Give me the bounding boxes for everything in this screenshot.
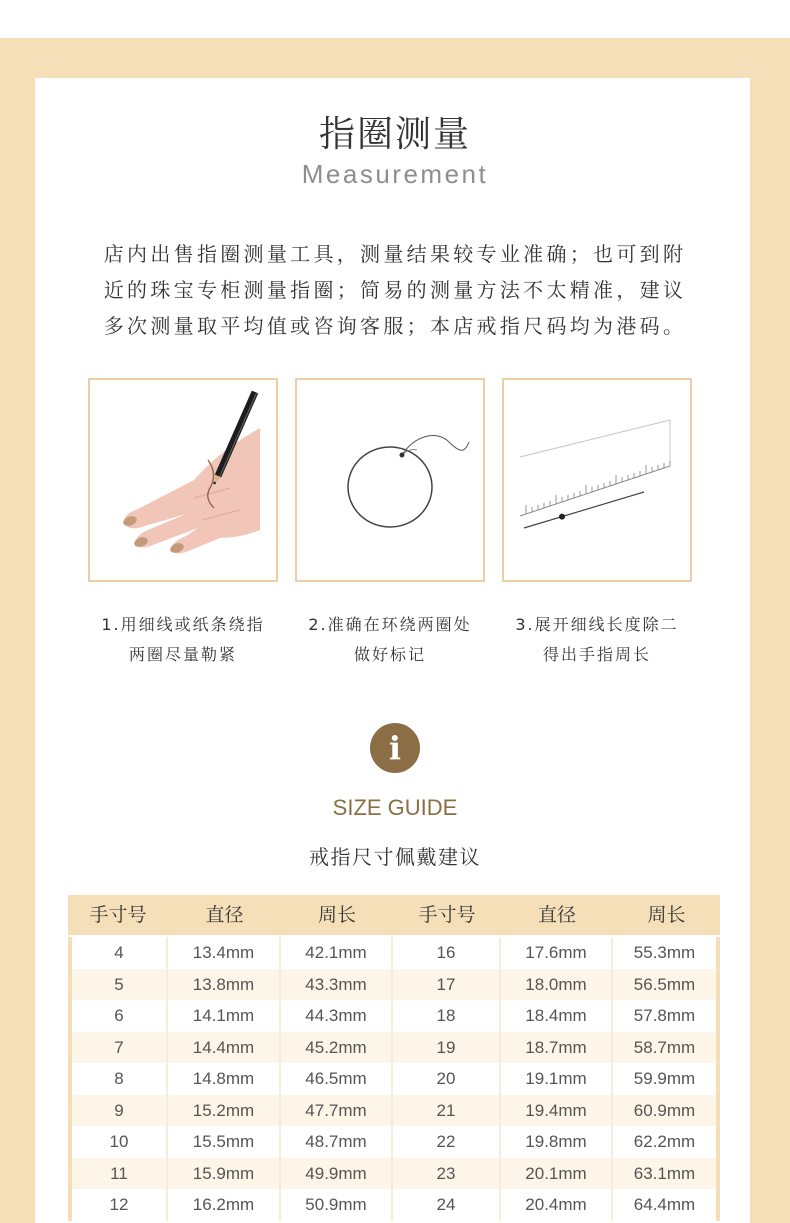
diameter-cell: 20.4mm: [501, 1189, 613, 1221]
circumference-cell: 57.8mm: [613, 1000, 720, 1032]
size-guide-subheading: 戒指尺寸佩戴建议: [309, 845, 481, 869]
ring-size-cell: 4: [68, 937, 168, 969]
diameter-cell: 14.4mm: [168, 1032, 281, 1064]
diameter-cell: 19.4mm: [501, 1095, 613, 1127]
intro-line: 近的珠宝专柜测量指圈；简易的测量方法不太精准，建议: [103, 278, 687, 302]
table-header-cell: 手寸号: [418, 904, 476, 926]
circumference-cell: 43.3mm: [281, 969, 393, 1001]
diameter-cell: 20.1mm: [501, 1158, 613, 1190]
ring-size-table: [68, 895, 720, 1221]
ring-size-cell: 11: [68, 1158, 168, 1190]
step-3-image-box: [502, 378, 692, 582]
step-2-caption: [295, 610, 485, 670]
ring-size-cell: 20: [393, 1063, 501, 1095]
ring-size-cell: 6: [68, 1000, 168, 1032]
circumference-cell: 46.5mm: [281, 1063, 393, 1095]
hand-shape: [124, 428, 260, 553]
measured-thread: [524, 492, 644, 528]
circumference-cell: 45.2mm: [281, 1032, 393, 1064]
table-header-row: [68, 895, 720, 935]
table-row: [68, 1189, 720, 1221]
circumference-cell: 56.5mm: [613, 969, 720, 1001]
caption-line: 3.展开细线长度除二: [515, 615, 679, 634]
ring-size-cell: 7: [68, 1032, 168, 1064]
circumference-cell: 58.7mm: [613, 1032, 720, 1064]
table-row: [68, 1000, 720, 1032]
table-body: [68, 937, 720, 1221]
circumference-cell: 50.9mm: [281, 1189, 393, 1221]
ring-size-cell: 17: [393, 969, 501, 1001]
diameter-cell: 19.1mm: [501, 1063, 613, 1095]
intro-line: 多次测量取平均值或咨询客服；本店戒指尺码均为港码。: [103, 314, 687, 338]
circumference-cell: 44.3mm: [281, 1000, 393, 1032]
circumference-cell: 49.9mm: [281, 1158, 393, 1190]
diameter-cell: 15.5mm: [168, 1126, 281, 1158]
diameter-cell: 18.4mm: [501, 1000, 613, 1032]
diameter-cell: 13.4mm: [168, 937, 281, 969]
diameter-cell: 14.1mm: [168, 1000, 281, 1032]
diameter-cell: 16.2mm: [168, 1189, 281, 1221]
circumference-cell: 55.3mm: [613, 937, 720, 969]
table-row: [68, 969, 720, 1001]
intro-line: 店内出售指圈测量工具，测量结果较专业准确；也可到附: [103, 242, 687, 266]
step-1-image-box: [88, 378, 278, 582]
info-icon: i: [370, 723, 420, 773]
intro-paragraph: [0, 236, 790, 344]
ring-size-cell: 24: [393, 1189, 501, 1221]
circumference-cell: 63.1mm: [613, 1158, 720, 1190]
diameter-cell: 13.8mm: [168, 969, 281, 1001]
diameter-cell: 19.8mm: [501, 1126, 613, 1158]
table-row: [68, 1126, 720, 1158]
circumference-cell: 62.2mm: [613, 1126, 720, 1158]
ring-size-cell: 12: [68, 1189, 168, 1221]
circumference-cell: 48.7mm: [281, 1126, 393, 1158]
thread-loop-illustration: [297, 380, 483, 580]
ring-size-cell: 10: [68, 1126, 168, 1158]
ring-size-cell: 16: [393, 937, 501, 969]
ring-size-cell: 18: [393, 1000, 501, 1032]
caption-line: 得出手指周长: [542, 645, 651, 664]
step-3-caption: [502, 610, 692, 670]
hand-pencil-illustration: [90, 380, 276, 580]
table-header-cell: 直径: [537, 904, 576, 926]
diameter-cell: 14.8mm: [168, 1063, 281, 1095]
table-header-cell: 手寸号: [89, 904, 147, 926]
circumference-cell: 59.9mm: [613, 1063, 720, 1095]
table-row: [68, 1095, 720, 1127]
circumference-cell: 64.4mm: [613, 1189, 720, 1221]
diameter-cell: 18.7mm: [501, 1032, 613, 1064]
ring-size-cell: 23: [393, 1158, 501, 1190]
ring-size-cell: 22: [393, 1126, 501, 1158]
step-1-caption: [88, 610, 278, 670]
ring-size-cell: 5: [68, 969, 168, 1001]
table-header-cell: 周长: [647, 904, 686, 926]
ring-size-cell: 21: [393, 1095, 501, 1127]
size-guide-heading: SIZE GUIDE: [332, 795, 458, 820]
ring-size-cell: 9: [68, 1095, 168, 1127]
step-2-image-box: [295, 378, 485, 582]
diameter-cell: 15.2mm: [168, 1095, 281, 1127]
page-title: 指圈测量: [318, 114, 471, 155]
ring-size-cell: 8: [68, 1063, 168, 1095]
diameter-cell: 17.6mm: [501, 937, 613, 969]
caption-line: 做好标记: [353, 645, 426, 664]
circumference-cell: 47.7mm: [281, 1095, 393, 1127]
ruler-top-edge: [520, 420, 670, 457]
table-row: [68, 937, 720, 969]
ruler-bottom-edge: [520, 466, 670, 516]
table-row: [68, 1158, 720, 1190]
table-row: [68, 1032, 720, 1064]
ruler-illustration: [504, 380, 690, 580]
mark-dot: [400, 453, 405, 458]
mark-dot: [559, 514, 565, 520]
table-header-cell: 直径: [205, 904, 244, 926]
caption-line: 1.用细线或纸条绕指: [101, 615, 265, 634]
table-header-cell: 周长: [317, 904, 356, 926]
diameter-cell: 15.9mm: [168, 1158, 281, 1190]
caption-line: 两圈尽量勒紧: [128, 645, 237, 664]
caption-line: 2.准确在环绕两圈处: [308, 615, 472, 634]
circumference-cell: 42.1mm: [281, 937, 393, 969]
page-subtitle: Measurement: [301, 159, 489, 189]
diameter-cell: 18.0mm: [501, 969, 613, 1001]
ring-size-cell: 19: [393, 1032, 501, 1064]
table-row: [68, 1063, 720, 1095]
circumference-cell: 60.9mm: [613, 1095, 720, 1127]
thread-loop: [348, 447, 432, 527]
